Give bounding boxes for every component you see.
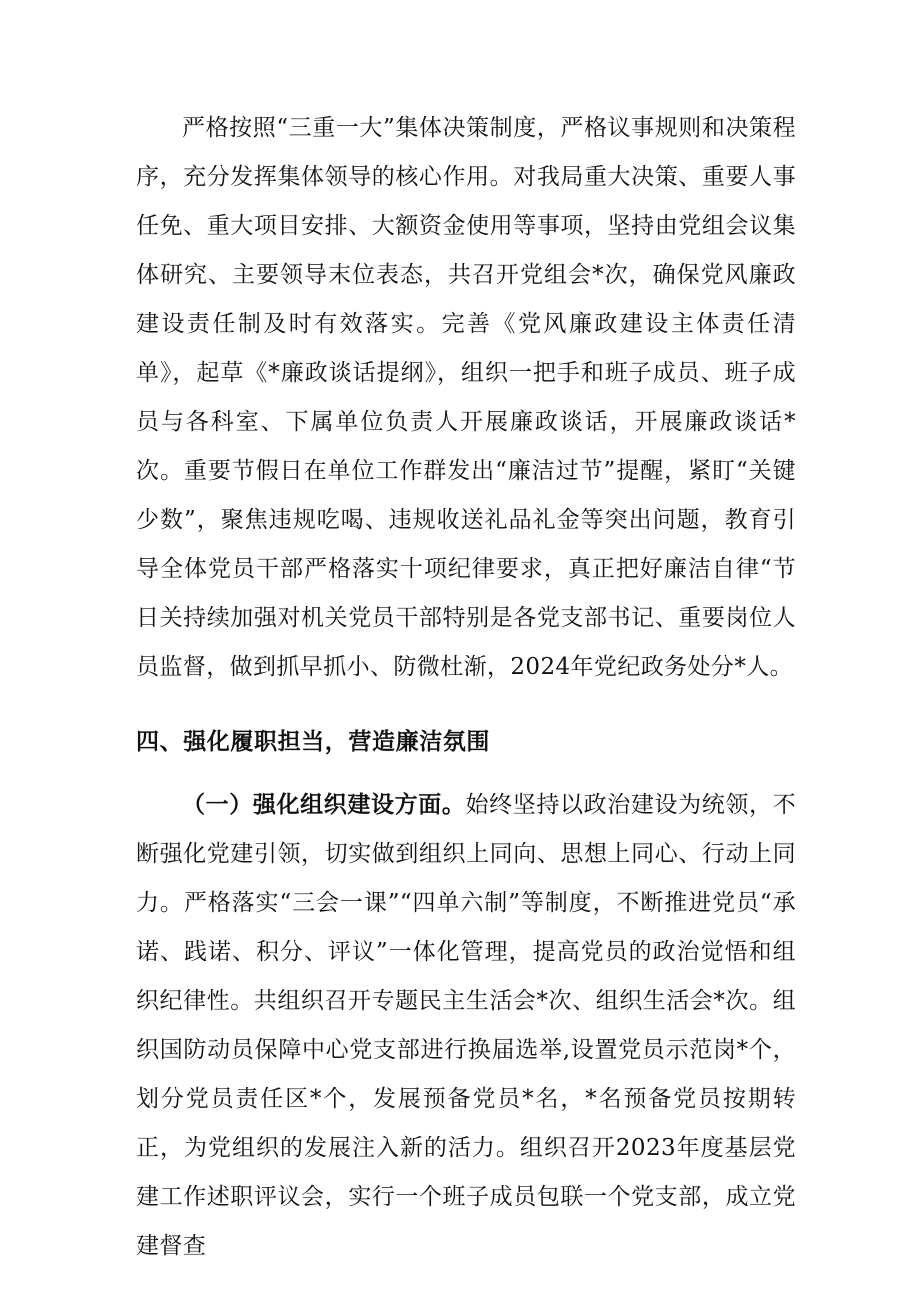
paragraph-organization-building: [136, 781, 796, 1271]
paragraph-body-text: 始终坚持以政治建设为统领，不断强化党建引领，切实做到组织上同向、思想上同心、行动上同力。严格落实“三会一课”“四单六制”等制度，不断推进党员“承诺、践诺、积分、评议”一体化管理，提高党员的政治觉悟和组织纪律性。共组织召开专题民主生活会*次、组织生活会*次。组织国防动员保障中心党支部进行换届选举,设置党员示范岗*个，划分党员责任区*个，发展预备党员*名，*名预备党员按期转正，为党组织的发展注入新的活力。组织召开2023年度基层党建工作述职评议会，实行一个班子成员包联一个党支部，成立党建督查: [136, 792, 796, 1259]
paragraph-decision-system: 严格按照“三重一大”集体决策制度，严格议事规则和决策程序，充分发挥集体领导的核心作用。对我局重大决策、重要人事任免、重大项目安排、大额资金使用等事项，坚持由党组会议集体研究、主要领导末位表态，共召开党组会*次，确保党风廉政建设责任制及时有效落实。完善《党风廉政建设主体责任清单》，起草《*廉政谈话提纲》，组织一把手和班子成员、班子成员与各科室、下属单位负责人开展廉政谈话，开展廉政谈话*次。重要节假日在单位工作群发出“廉洁过节”提醒，紧盯“关键少数”，聚焦违规吃喝、违规收送礼品礼金等突出问题，教育引导全体党员干部严格落实十项纪律要求，真正把好廉洁自律“节日关持续加强对机关党员干部特别是各党支部书记、重要岗位人员监督，做到抓早抓小、防微杜渐，2024年党纪政务处分*人。: [136, 115, 796, 680]
paragraph-lead-title: （一）强化组织建设方面。: [182, 792, 466, 818]
document-body: [136, 104, 796, 1271]
section-heading: 四、强化履职担当，营造廉洁氛围: [136, 729, 490, 755]
